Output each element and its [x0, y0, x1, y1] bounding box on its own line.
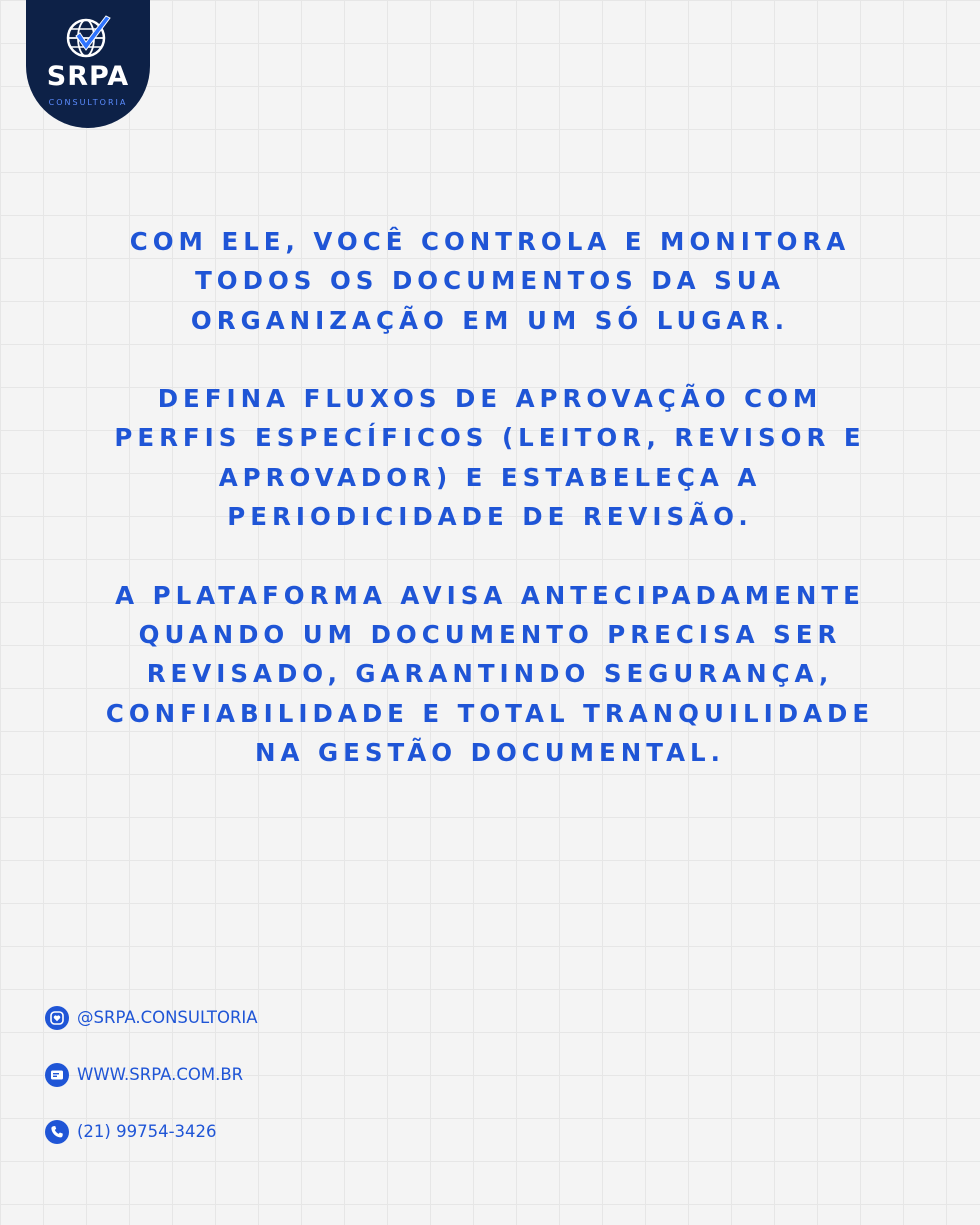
contact-instagram[interactable] [45, 1005, 258, 1030]
brand-name: SRPA [46, 61, 130, 92]
contact-website[interactable] [45, 1062, 258, 1087]
contact-phone[interactable] [45, 1119, 258, 1144]
instagram-heart-icon [45, 1006, 69, 1030]
phone-icon [45, 1120, 69, 1144]
brand-logo [26, 0, 150, 128]
brand-tagline: CONSULTORIA [48, 98, 128, 107]
paragraph-alerts: A PLATAFORMA AVISA ANTECIPADAMENTE QUANDO UM DOCUMENTO PRECISA SER REVISADO, GARANTINDO SEGURANÇA, CONFIABILIDADE E TOTAL TRANQUILIDADE NA GESTÃO DOCUMENTAL. [105, 580, 875, 767]
globe-check-icon [62, 10, 114, 62]
website-url[interactable]: WWW.SRPA.COM.BR [77, 1065, 244, 1084]
paragraph-approval-flows: DEFINA FLUXOS DE APROVAÇÃO COM PERFIS ESPECÍFICOS (LEITOR, REVISOR E APROVADOR) E ESTABELEÇA A PERIODICIDADE DE REVISÃO. [114, 384, 866, 532]
main-copy [105, 222, 875, 811]
website-icon [45, 1063, 69, 1087]
instagram-handle[interactable]: @SRPA.CONSULTORIA [77, 1008, 258, 1027]
phone-number[interactable]: (21) 99754-3426 [77, 1122, 217, 1141]
contact-list [45, 1005, 258, 1176]
paragraph-control: COM ELE, VOCÊ CONTROLA E MONITORA TODOS OS DOCUMENTOS DA SUA ORGANIZAÇÃO EM UM SÓ LUGAR. [129, 227, 851, 335]
